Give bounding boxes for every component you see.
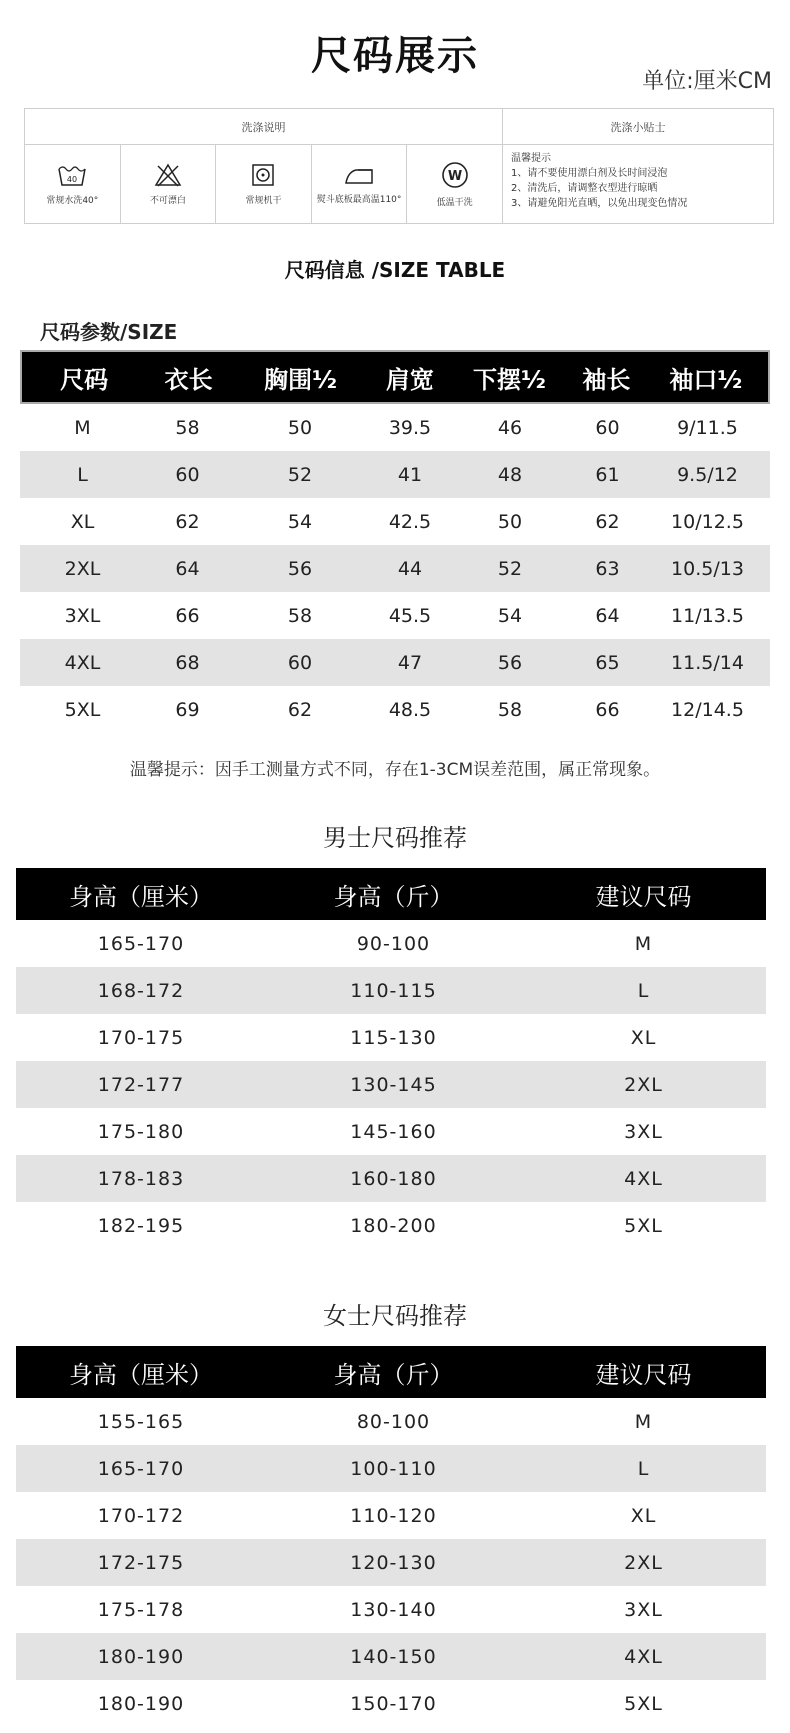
table-row — [16, 920, 766, 967]
size-cell: 4XL — [624, 1167, 663, 1190]
cuff-cell: 9.5/12 — [677, 463, 738, 486]
table-row — [16, 1202, 766, 1249]
size-cell: 4XL — [624, 1645, 663, 1668]
sleeve-cell: 60 — [595, 416, 620, 439]
hem-cell: 48 — [497, 463, 523, 486]
weight-cell: 110-115 — [350, 979, 437, 1002]
tip-line: 2、清洗后，请调整衣型进行晾晒 — [511, 183, 658, 194]
weight-cell: 160-180 — [350, 1167, 437, 1190]
height-cell: 180-190 — [97, 1692, 185, 1715]
chest-cell: 52 — [287, 463, 313, 486]
measurement-note: 温馨提示：因手工测量方式不同，存在1-3CM误差范围，属正常现象。 — [129, 760, 661, 780]
cuff-cell: 9/11.5 — [677, 416, 738, 439]
iron-110-icon — [342, 164, 376, 186]
chest-cell: 58 — [287, 604, 313, 627]
unit-label: 单位:厘米CM — [642, 69, 772, 94]
shoulder-cell: 41 — [397, 463, 423, 486]
men-table-header — [16, 868, 766, 920]
women-section-title: 女士尺码推荐 — [323, 1302, 467, 1330]
weight-cell: 180-200 — [350, 1214, 437, 1237]
sleeve-cell: 63 — [595, 557, 620, 580]
table-row — [16, 1108, 766, 1155]
sleeve-cell: 61 — [595, 463, 620, 486]
hem-cell: 56 — [497, 651, 523, 674]
weight-cell: 140-150 — [350, 1645, 437, 1668]
chest-cell: 50 — [287, 416, 313, 439]
weight-cell: 150-170 — [350, 1692, 437, 1715]
sleeve-cell: 64 — [595, 604, 620, 627]
men-size-table — [16, 868, 766, 1249]
hem-cell: 54 — [497, 604, 523, 627]
sleeve-cell: 66 — [595, 698, 620, 721]
cuff-cell: 10/12.5 — [671, 510, 744, 533]
hem-cell: 52 — [497, 557, 523, 580]
height-cell: 180-190 — [97, 1645, 185, 1668]
table-row — [20, 545, 770, 592]
tip-line: 温馨提示 — [511, 153, 551, 164]
care-caption: 不可漂白 — [149, 195, 186, 206]
height-cell: 168-172 — [97, 979, 185, 1002]
table-row — [20, 592, 770, 639]
length-cell: 69 — [175, 698, 200, 721]
care-tips — [503, 145, 773, 217]
men-section-title: 男士尺码推荐 — [323, 824, 467, 852]
weight-cell: 130-140 — [350, 1598, 437, 1621]
height-cell: 182-195 — [97, 1214, 185, 1237]
header-cell: 身高（厘米） — [69, 882, 213, 911]
height-cell: 175-178 — [97, 1598, 185, 1621]
weight-cell: 115-130 — [350, 1026, 437, 1049]
weight-cell: 80-100 — [356, 1410, 431, 1433]
shoulder-cell: 48.5 — [388, 698, 432, 721]
weight-cell: 90-100 — [356, 932, 431, 955]
no-bleach-icon — [154, 163, 182, 187]
header-cell: 袖口½ — [669, 365, 743, 394]
header-cell: 身高（斤） — [333, 882, 454, 911]
care-left-panel — [25, 109, 503, 223]
sleeve-cell: 62 — [595, 510, 620, 533]
size-cell: 4XL — [64, 651, 101, 674]
weight-cell: 145-160 — [350, 1120, 437, 1143]
hem-cell: 58 — [497, 698, 523, 721]
height-cell: 172-177 — [97, 1073, 185, 1096]
cuff-cell: 11/13.5 — [671, 604, 744, 627]
table-row — [20, 686, 770, 733]
care-left-header: 洗涤说明 — [25, 109, 502, 145]
care-caption: 熨斗底板最高温110° — [316, 194, 402, 205]
header-cell: 胸围½ — [264, 365, 337, 394]
header-cell: 下摆½ — [472, 365, 546, 394]
dry-clean-w-icon — [441, 161, 469, 189]
care-instructions — [24, 108, 774, 224]
svg-text:W: W — [447, 168, 462, 184]
size-cell: 3XL — [624, 1120, 663, 1143]
header-cell: 尺码 — [60, 365, 109, 394]
size-cell: 2XL — [624, 1551, 663, 1574]
cuff-cell: 11.5/14 — [671, 651, 744, 674]
size-cell: 5XL — [64, 698, 101, 721]
size-cell: 5XL — [624, 1692, 663, 1715]
size-cell: 2XL — [64, 557, 101, 580]
care-right-header: 洗涤小贴士 — [503, 109, 773, 145]
header-cell: 建议尺码 — [595, 1360, 692, 1389]
care-right-panel — [503, 109, 773, 223]
care-item — [121, 145, 217, 223]
size-cell: 3XL — [64, 604, 101, 627]
women-table-header — [16, 1346, 766, 1398]
header-cell: 肩宽 — [385, 365, 434, 394]
women-size-table — [16, 1346, 766, 1727]
care-item — [312, 145, 408, 223]
header-cell: 袖长 — [582, 365, 631, 394]
size-info-title: 尺码信息 /SIZE TABLE — [284, 258, 506, 282]
size-cell: XL — [70, 510, 95, 533]
svg-text:40: 40 — [67, 174, 78, 184]
height-cell: 165-170 — [97, 932, 185, 955]
table-row — [16, 1398, 766, 1445]
sleeve-cell: 65 — [595, 651, 620, 674]
tip-line: 1、请不要使用漂白剂及长时间浸泡 — [511, 168, 668, 179]
size-cell: L — [77, 463, 88, 486]
shoulder-cell: 44 — [397, 557, 423, 580]
weight-cell: 110-120 — [350, 1504, 437, 1527]
chest-cell: 56 — [287, 557, 313, 580]
table-row — [16, 1155, 766, 1202]
size-table — [20, 350, 770, 733]
height-cell: 170-175 — [97, 1026, 185, 1049]
header-cell: 建议尺码 — [595, 882, 692, 911]
table-row — [16, 1492, 766, 1539]
height-cell: 178-183 — [97, 1167, 185, 1190]
weight-cell: 100-110 — [350, 1457, 437, 1480]
height-cell: 175-180 — [97, 1120, 185, 1143]
header-cell: 衣长 — [164, 365, 213, 394]
height-cell: 172-175 — [97, 1551, 185, 1574]
shoulder-cell: 47 — [397, 651, 423, 674]
chest-cell: 60 — [287, 651, 313, 674]
care-item — [216, 145, 312, 223]
length-cell: 64 — [175, 557, 200, 580]
height-cell: 165-170 — [97, 1457, 185, 1480]
size-cell: M — [634, 932, 653, 955]
header-cell: 身高（厘米） — [69, 1360, 213, 1389]
care-caption: 低温干洗 — [436, 197, 473, 208]
table-row — [20, 451, 770, 498]
size-cell: XL — [630, 1504, 657, 1527]
cuff-cell: 10.5/13 — [671, 557, 744, 580]
care-item — [25, 145, 121, 223]
chest-cell: 54 — [287, 510, 313, 533]
cuff-cell: 12/14.5 — [671, 698, 744, 721]
page-title: 尺码展示 — [311, 33, 479, 79]
height-cell: 155-165 — [97, 1410, 185, 1433]
size-cell: M — [634, 1410, 653, 1433]
care-caption: 常规水洗40° — [46, 195, 99, 206]
length-cell: 62 — [175, 510, 200, 533]
length-cell: 58 — [175, 416, 200, 439]
table-row — [16, 1539, 766, 1586]
tip-line: 3、请避免阳光直晒，以免出现变色情况 — [511, 198, 688, 209]
care-item — [407, 145, 502, 223]
length-cell: 68 — [175, 651, 200, 674]
table-row — [20, 639, 770, 686]
table-row — [16, 967, 766, 1014]
size-cell: L — [637, 979, 650, 1002]
table-row — [16, 1061, 766, 1108]
size-cell: 3XL — [624, 1598, 663, 1621]
shoulder-cell: 45.5 — [388, 604, 432, 627]
table-row — [16, 1633, 766, 1680]
size-params-title: 尺码参数/SIZE — [40, 320, 178, 344]
tumble-dry-icon — [251, 163, 275, 187]
size-cell: M — [74, 416, 91, 439]
weight-cell: 120-130 — [350, 1551, 437, 1574]
care-caption: 常规机干 — [245, 195, 282, 206]
size-table-header — [20, 350, 770, 404]
table-row — [20, 404, 770, 451]
table-row — [16, 1445, 766, 1492]
weight-cell: 130-145 — [350, 1073, 437, 1096]
chest-cell: 62 — [287, 698, 313, 721]
hem-cell: 50 — [497, 510, 523, 533]
shoulder-cell: 42.5 — [388, 510, 432, 533]
shoulder-cell: 39.5 — [388, 416, 432, 439]
length-cell: 60 — [175, 463, 200, 486]
length-cell: 66 — [175, 604, 200, 627]
care-icon-row — [25, 145, 502, 223]
table-row — [16, 1014, 766, 1061]
height-cell: 170-172 — [97, 1504, 185, 1527]
size-cell: 5XL — [624, 1214, 663, 1237]
table-row — [16, 1680, 766, 1727]
size-cell: 2XL — [624, 1073, 663, 1096]
hem-cell: 46 — [497, 416, 523, 439]
wash-40-icon — [57, 163, 87, 187]
size-cell: XL — [630, 1026, 657, 1049]
table-row — [20, 498, 770, 545]
header-cell: 身高（斤） — [333, 1360, 454, 1389]
size-cell: L — [637, 1457, 650, 1480]
table-row — [16, 1586, 766, 1633]
